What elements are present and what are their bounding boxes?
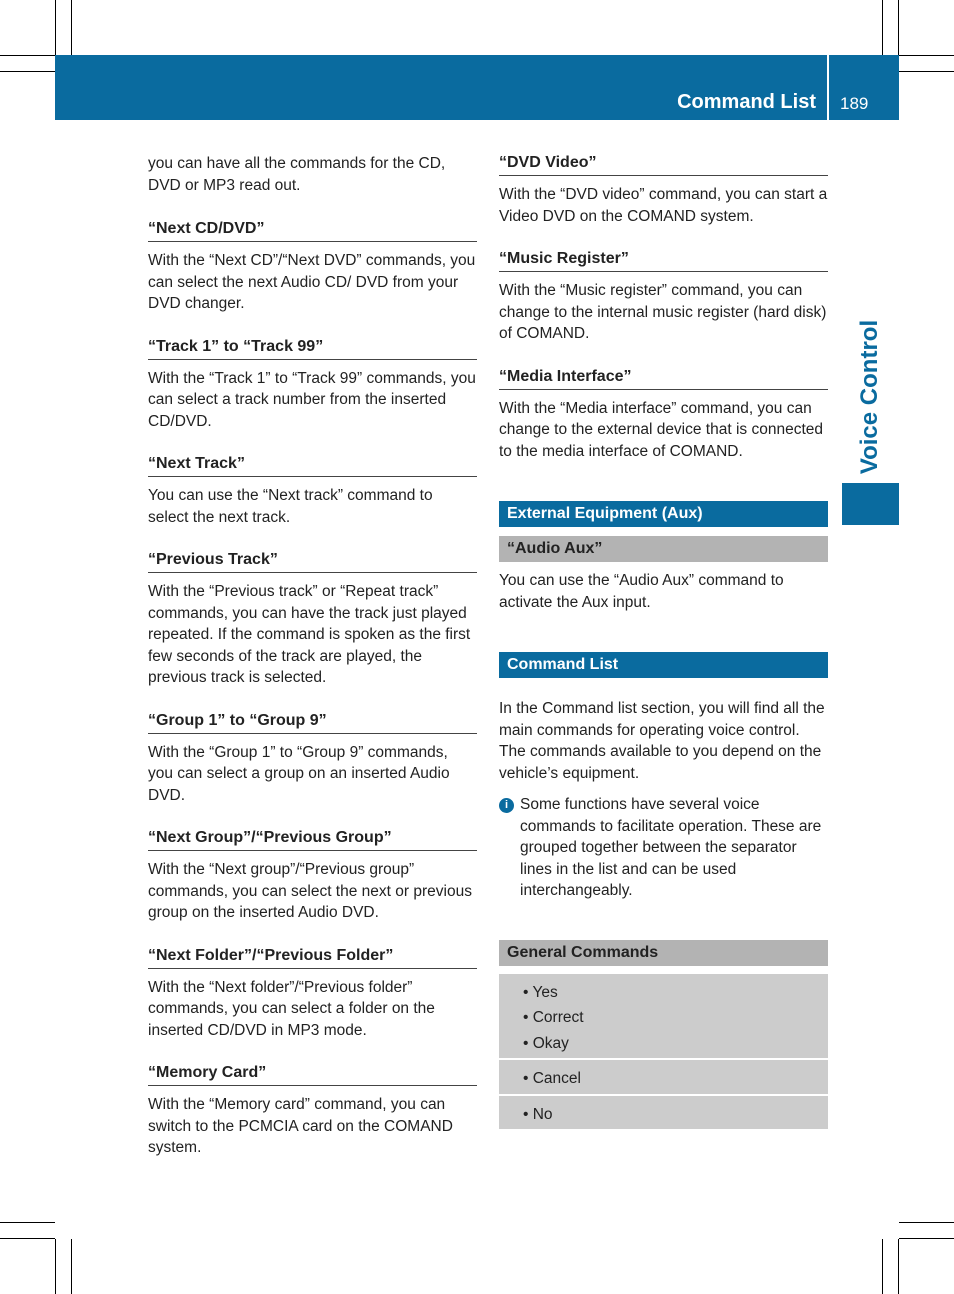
intro-text: you can have all the commands for the CD, DVD or MP3 read out. bbox=[148, 155, 446, 194]
header-separator bbox=[827, 55, 829, 120]
command-item: • Okay bbox=[523, 1034, 569, 1052]
command-table bbox=[499, 974, 828, 1130]
command-group bbox=[499, 1096, 828, 1130]
audio-aux-title: “Audio Aux” bbox=[499, 536, 828, 562]
crop-mark bbox=[882, 1239, 883, 1294]
side-tab-marker bbox=[842, 483, 899, 525]
info-note bbox=[499, 794, 828, 902]
section-body: With the “Next group”/“Previous group” commands, you can select the next or previous group on the inserted Audio DVD. bbox=[148, 861, 472, 921]
section-heading: “Previous Track” bbox=[148, 550, 477, 573]
command-list-title: Command List bbox=[499, 652, 828, 678]
crop-mark bbox=[898, 1239, 899, 1294]
crop-mark bbox=[55, 1239, 56, 1294]
crop-mark bbox=[71, 1239, 72, 1294]
section-heading: “Music Register” bbox=[499, 249, 828, 272]
section-body: With the “Group 1” to “Group 9” commands, you can select a group on an inserted Audio DVD. bbox=[148, 743, 450, 804]
section-heading: “Track 1” to “Track 99” bbox=[148, 337, 477, 360]
section-heading: “DVD Video” bbox=[499, 153, 828, 176]
crop-mark bbox=[899, 1238, 954, 1239]
command-item: • Correct bbox=[523, 1009, 584, 1026]
crop-mark bbox=[882, 0, 883, 55]
section-body: With the “Memory card” command, you can switch to the PCMCIA card on the COMAND system. bbox=[148, 1096, 453, 1156]
crop-mark bbox=[0, 1238, 55, 1239]
crop-mark bbox=[899, 71, 954, 72]
right-column bbox=[499, 153, 828, 1131]
section-body: With the “Previous track” or “Repeat track” commands, you can have the track just played repeated. If the command is spoken as the first few seconds of the track are played, the previous track is selected. bbox=[148, 583, 471, 686]
info-icon: i bbox=[499, 798, 514, 813]
command-item: • Yes bbox=[523, 983, 558, 1001]
external-equipment-title: External Equipment (Aux) bbox=[499, 501, 828, 527]
section-body: With the “Next CD”/“Next DVD” commands, you can select the next Audio CD/ DVD from your DVD changer. bbox=[148, 252, 476, 312]
crop-mark bbox=[899, 55, 954, 56]
section-heading: “Next Track” bbox=[148, 454, 477, 477]
section-heading: “Memory Card” bbox=[148, 1063, 477, 1086]
section-heading: “Next CD/DVD” bbox=[148, 219, 477, 242]
section-body: With the “Next folder”/“Previous folder” commands, you can select a folder on the inserted CD/DVD in MP3 mode. bbox=[148, 978, 435, 1039]
crop-mark bbox=[0, 71, 55, 72]
audio-aux-body: You can use the “Audio Aux” command to activate the Aux input. bbox=[499, 572, 784, 611]
crop-mark bbox=[899, 1222, 954, 1223]
section-body: You can use the “Next track” command to select the next track. bbox=[148, 487, 433, 526]
command-item: • Cancel bbox=[523, 1070, 581, 1087]
command-group bbox=[499, 1060, 828, 1094]
side-tab-title: Voice Control bbox=[856, 319, 883, 475]
crop-mark bbox=[0, 1222, 55, 1223]
crop-mark bbox=[71, 0, 72, 55]
section-body: With the “Track 1” to “Track 99” commands, you can select a track number from the inserted CD/DVD. bbox=[148, 369, 476, 430]
section-body: With the “DVD video” command, you can start a Video DVD on the COMAND system. bbox=[499, 186, 828, 225]
crop-mark bbox=[55, 0, 56, 55]
section-body: With the “Media interface” command, you can change to the external device that is connected to the media interface of COMAND. bbox=[499, 399, 823, 460]
page-number: 189 bbox=[840, 94, 869, 113]
command-list-body: In the Command list section, you will find all the main commands for operating voice control. The commands available to you depend on the vehicle’s equipment. bbox=[499, 700, 825, 782]
section-heading: “Next Group”/“Previous Group” bbox=[148, 828, 477, 851]
header-section-title: Command List bbox=[677, 91, 816, 113]
command-group bbox=[499, 974, 828, 1059]
section-heading: “Next Folder”/“Previous Folder” bbox=[148, 946, 477, 969]
left-column bbox=[148, 153, 477, 1159]
general-commands-title: General Commands bbox=[499, 940, 828, 966]
crop-mark bbox=[0, 55, 55, 56]
command-item: • No bbox=[523, 1105, 553, 1123]
section-heading: “Group 1” to “Group 9” bbox=[148, 711, 477, 734]
section-heading: “Media Interface” bbox=[499, 367, 828, 390]
section-body: With the “Music register” command, you can change to the internal music register (hard disk) of COMAND. bbox=[499, 282, 827, 342]
info-text: Some functions have several voice commands to facilitate operation. These are grouped together between the separator lines in the list and can be used interchangeably. bbox=[520, 796, 822, 899]
crop-mark bbox=[898, 0, 899, 55]
